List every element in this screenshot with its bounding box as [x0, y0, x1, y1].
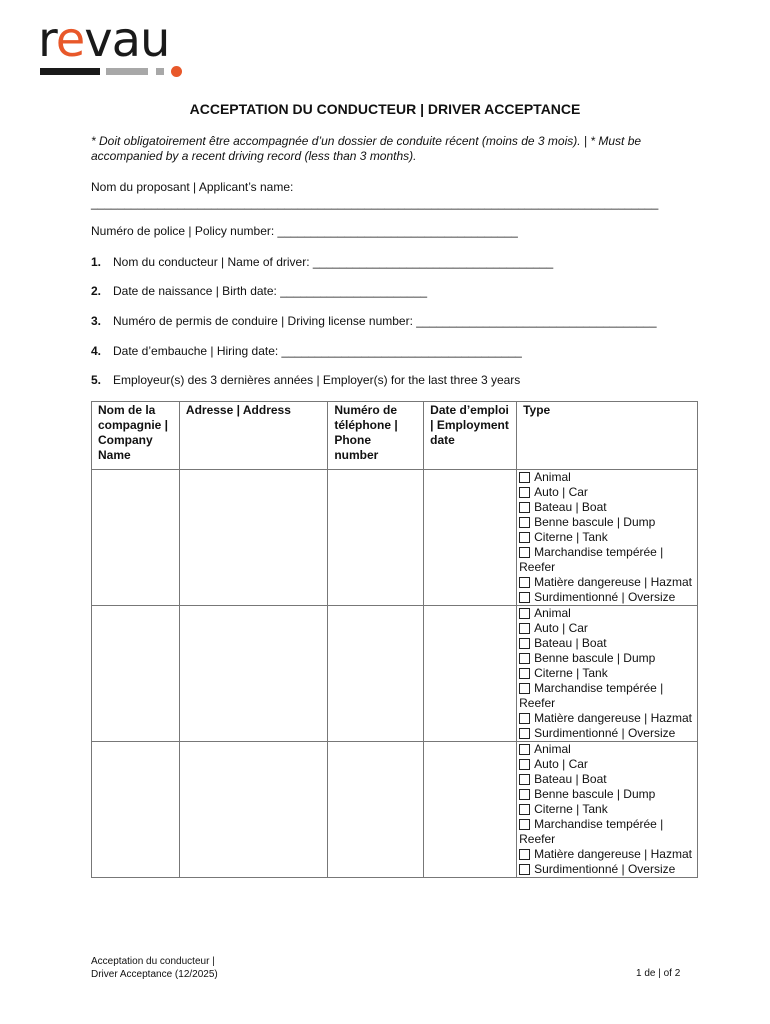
header-phone: Numéro de téléphone | Phone number	[328, 402, 424, 470]
type-option[interactable]	[519, 590, 697, 605]
checkbox-icon[interactable]	[519, 592, 530, 603]
checkbox-icon[interactable]	[519, 517, 530, 528]
type-option-label: Marchandise tempérée | Reefer	[519, 545, 664, 574]
type-option[interactable]	[519, 651, 697, 666]
address-cell[interactable]	[179, 606, 327, 742]
policy-number-row[interactable]	[91, 224, 518, 239]
checkbox-icon[interactable]	[519, 759, 530, 770]
phone-cell[interactable]	[328, 470, 424, 606]
header-address: Adresse | Address	[179, 402, 327, 470]
type-option[interactable]	[519, 681, 697, 711]
checkbox-icon[interactable]	[519, 547, 530, 558]
license-number-field[interactable]: ____________________________________	[416, 314, 657, 328]
type-cell	[517, 606, 698, 742]
type-option[interactable]	[519, 862, 697, 877]
type-option-label: Bateau | Boat	[534, 636, 607, 650]
header-employment-date: Date d’emploi | Employment date	[424, 402, 517, 470]
document-title: ACCEPTATION DU CONDUCTEUR | DRIVER ACCEPTANCE	[189, 101, 581, 117]
type-option[interactable]	[519, 575, 697, 590]
checkbox-icon[interactable]	[519, 744, 530, 755]
birth-date-field[interactable]: ______________________	[280, 284, 428, 298]
type-option-label: Benne bascule | Dump	[534, 515, 656, 529]
hiring-date-field[interactable]: ____________________________________	[281, 344, 522, 358]
applicant-name-field[interactable]: _____________________________________________________________________________________	[91, 196, 659, 210]
checkbox-icon[interactable]	[519, 789, 530, 800]
type-option-label: Benne bascule | Dump	[534, 651, 656, 665]
type-option[interactable]	[519, 742, 697, 757]
revau-logo	[38, 12, 188, 82]
type-option-label: Auto | Car	[534, 757, 588, 771]
type-option-label: Citerne | Tank	[534, 666, 608, 680]
company-name-cell[interactable]	[92, 742, 180, 878]
type-option-label: Citerne | Tank	[534, 530, 608, 544]
employers-heading-label: Employeur(s) des 3 dernières années | Employer(s) for the last three 3 years	[113, 373, 521, 387]
type-option-label: Citerne | Tank	[534, 802, 608, 816]
type-option[interactable]	[519, 485, 697, 500]
type-option-label: Benne bascule | Dump	[534, 787, 656, 801]
policy-number-field[interactable]: ____________________________________	[277, 224, 518, 238]
logo-bar-dark	[40, 68, 100, 75]
driver-name-row[interactable]: 1. Nom du conducteur | Name of driver: ____________________________________	[91, 255, 554, 269]
type-option[interactable]	[519, 757, 697, 772]
license-number-row[interactable]: 3. Numéro de permis de conduire | Driving license number: ____________________________________	[91, 314, 657, 328]
checkbox-icon[interactable]	[519, 864, 530, 875]
type-option[interactable]	[519, 500, 697, 515]
type-cell	[517, 470, 698, 606]
type-option[interactable]	[519, 545, 697, 575]
birth-date-label: Date de naissance | Birth date:	[113, 284, 281, 298]
type-cell	[517, 742, 698, 878]
type-option-label: Animal	[534, 606, 571, 620]
checkbox-icon[interactable]	[519, 502, 530, 513]
type-option-label: Surdimentionné | Oversize	[534, 726, 676, 740]
checkbox-icon[interactable]	[519, 713, 530, 724]
type-option-label: Marchandise tempérée | Reefer	[519, 817, 664, 846]
type-option-label: Animal	[534, 470, 571, 484]
type-option-label: Surdimentionné | Oversize	[534, 590, 676, 604]
type-option[interactable]	[519, 621, 697, 636]
type-option[interactable]	[519, 515, 697, 530]
logo-dot	[171, 66, 182, 77]
logo-square	[156, 68, 164, 75]
driver-name-label: Nom du conducteur | Name of driver:	[113, 255, 313, 269]
checkbox-icon[interactable]	[519, 472, 530, 483]
checkbox-icon[interactable]	[519, 774, 530, 785]
header-type: Type	[517, 402, 698, 470]
type-option[interactable]	[519, 606, 697, 621]
driver-name-field[interactable]: ____________________________________	[312, 255, 554, 269]
employers-heading-row: 5. Employeur(s) des 3 dernières années | Employer(s) for the last three 3 years	[91, 373, 521, 387]
checkbox-icon[interactable]	[519, 819, 530, 830]
employers-table	[91, 401, 698, 878]
checkbox-icon[interactable]	[519, 577, 530, 588]
table-row	[92, 470, 698, 606]
type-option-label: Animal	[534, 742, 571, 756]
type-option[interactable]	[519, 530, 697, 545]
type-option-label: Bateau | Boat	[534, 500, 607, 514]
table-row	[92, 742, 698, 878]
birth-date-row[interactable]: 2. Date de naissance | Birth date: ______________________	[91, 284, 428, 298]
hiring-date-label: Date d’embauche | Hiring date:	[113, 344, 282, 358]
checkbox-icon[interactable]	[519, 653, 530, 664]
policy-number-label: Numéro de police | Policy number:	[91, 224, 278, 238]
checkbox-icon[interactable]	[519, 638, 530, 649]
company-name-cell[interactable]	[92, 470, 180, 606]
table-header-row	[92, 402, 698, 470]
employment-date-cell[interactable]	[424, 606, 517, 742]
license-number-label: Numéro de permis de conduire | Driving license number:	[113, 314, 417, 328]
requirement-note: * Doit obligatoirement être accompagnée d’un dossier de conduite récent (moins de 3 mois). | * Must be accompanied by a recent driving record (less than 3 months).	[91, 134, 642, 163]
type-option-label: Auto | Car	[534, 485, 588, 499]
checkbox-icon[interactable]	[519, 849, 530, 860]
checkbox-icon[interactable]	[519, 728, 530, 739]
applicant-name-label: Nom du proposant | Applicant’s name:	[91, 180, 294, 194]
type-option[interactable]	[519, 802, 697, 817]
type-option-label: Auto | Car	[534, 621, 588, 635]
footer-document-name: Acceptation du conducteur | Driver Acceptance (12/2025)	[91, 956, 218, 980]
type-option-label: Matière dangereuse | Hazmat	[534, 575, 692, 589]
type-option[interactable]	[519, 772, 697, 787]
checkbox-icon[interactable]	[519, 608, 530, 619]
page-number: 1 de | of 2	[636, 968, 681, 979]
type-option[interactable]	[519, 636, 697, 651]
type-option[interactable]	[519, 470, 697, 485]
employment-date-cell[interactable]	[424, 742, 517, 878]
address-cell[interactable]	[179, 470, 327, 606]
company-name-cell[interactable]	[92, 606, 180, 742]
checkbox-icon[interactable]	[519, 532, 530, 543]
checkbox-icon[interactable]	[519, 668, 530, 679]
type-option-label: Matière dangereuse | Hazmat	[534, 711, 692, 725]
checkbox-icon[interactable]	[519, 623, 530, 634]
checkbox-icon[interactable]	[519, 487, 530, 498]
type-option-label: Marchandise tempérée | Reefer	[519, 681, 664, 710]
checkbox-icon[interactable]	[519, 683, 530, 694]
type-option[interactable]	[519, 726, 697, 741]
type-option-label: Bateau | Boat	[534, 772, 607, 786]
type-option-label: Matière dangereuse | Hazmat	[534, 847, 692, 861]
hiring-date-row[interactable]: 4. Date d’embauche | Hiring date: ____________________________________	[91, 344, 522, 358]
header-company-name: Nom de la compagnie | Company Name	[92, 402, 180, 470]
type-option[interactable]	[519, 817, 697, 847]
type-option[interactable]	[519, 787, 697, 802]
type-option[interactable]	[519, 711, 697, 726]
type-option-label: Surdimentionné | Oversize	[534, 862, 676, 876]
employment-date-cell[interactable]	[424, 470, 517, 606]
type-option[interactable]	[519, 847, 697, 862]
type-option[interactable]	[519, 666, 697, 681]
table-row	[92, 606, 698, 742]
address-cell[interactable]	[179, 742, 327, 878]
phone-cell[interactable]	[328, 742, 424, 878]
phone-cell[interactable]	[328, 606, 424, 742]
logo-wordmark: revau	[38, 12, 170, 68]
logo-bar-grey	[106, 68, 148, 75]
checkbox-icon[interactable]	[519, 804, 530, 815]
